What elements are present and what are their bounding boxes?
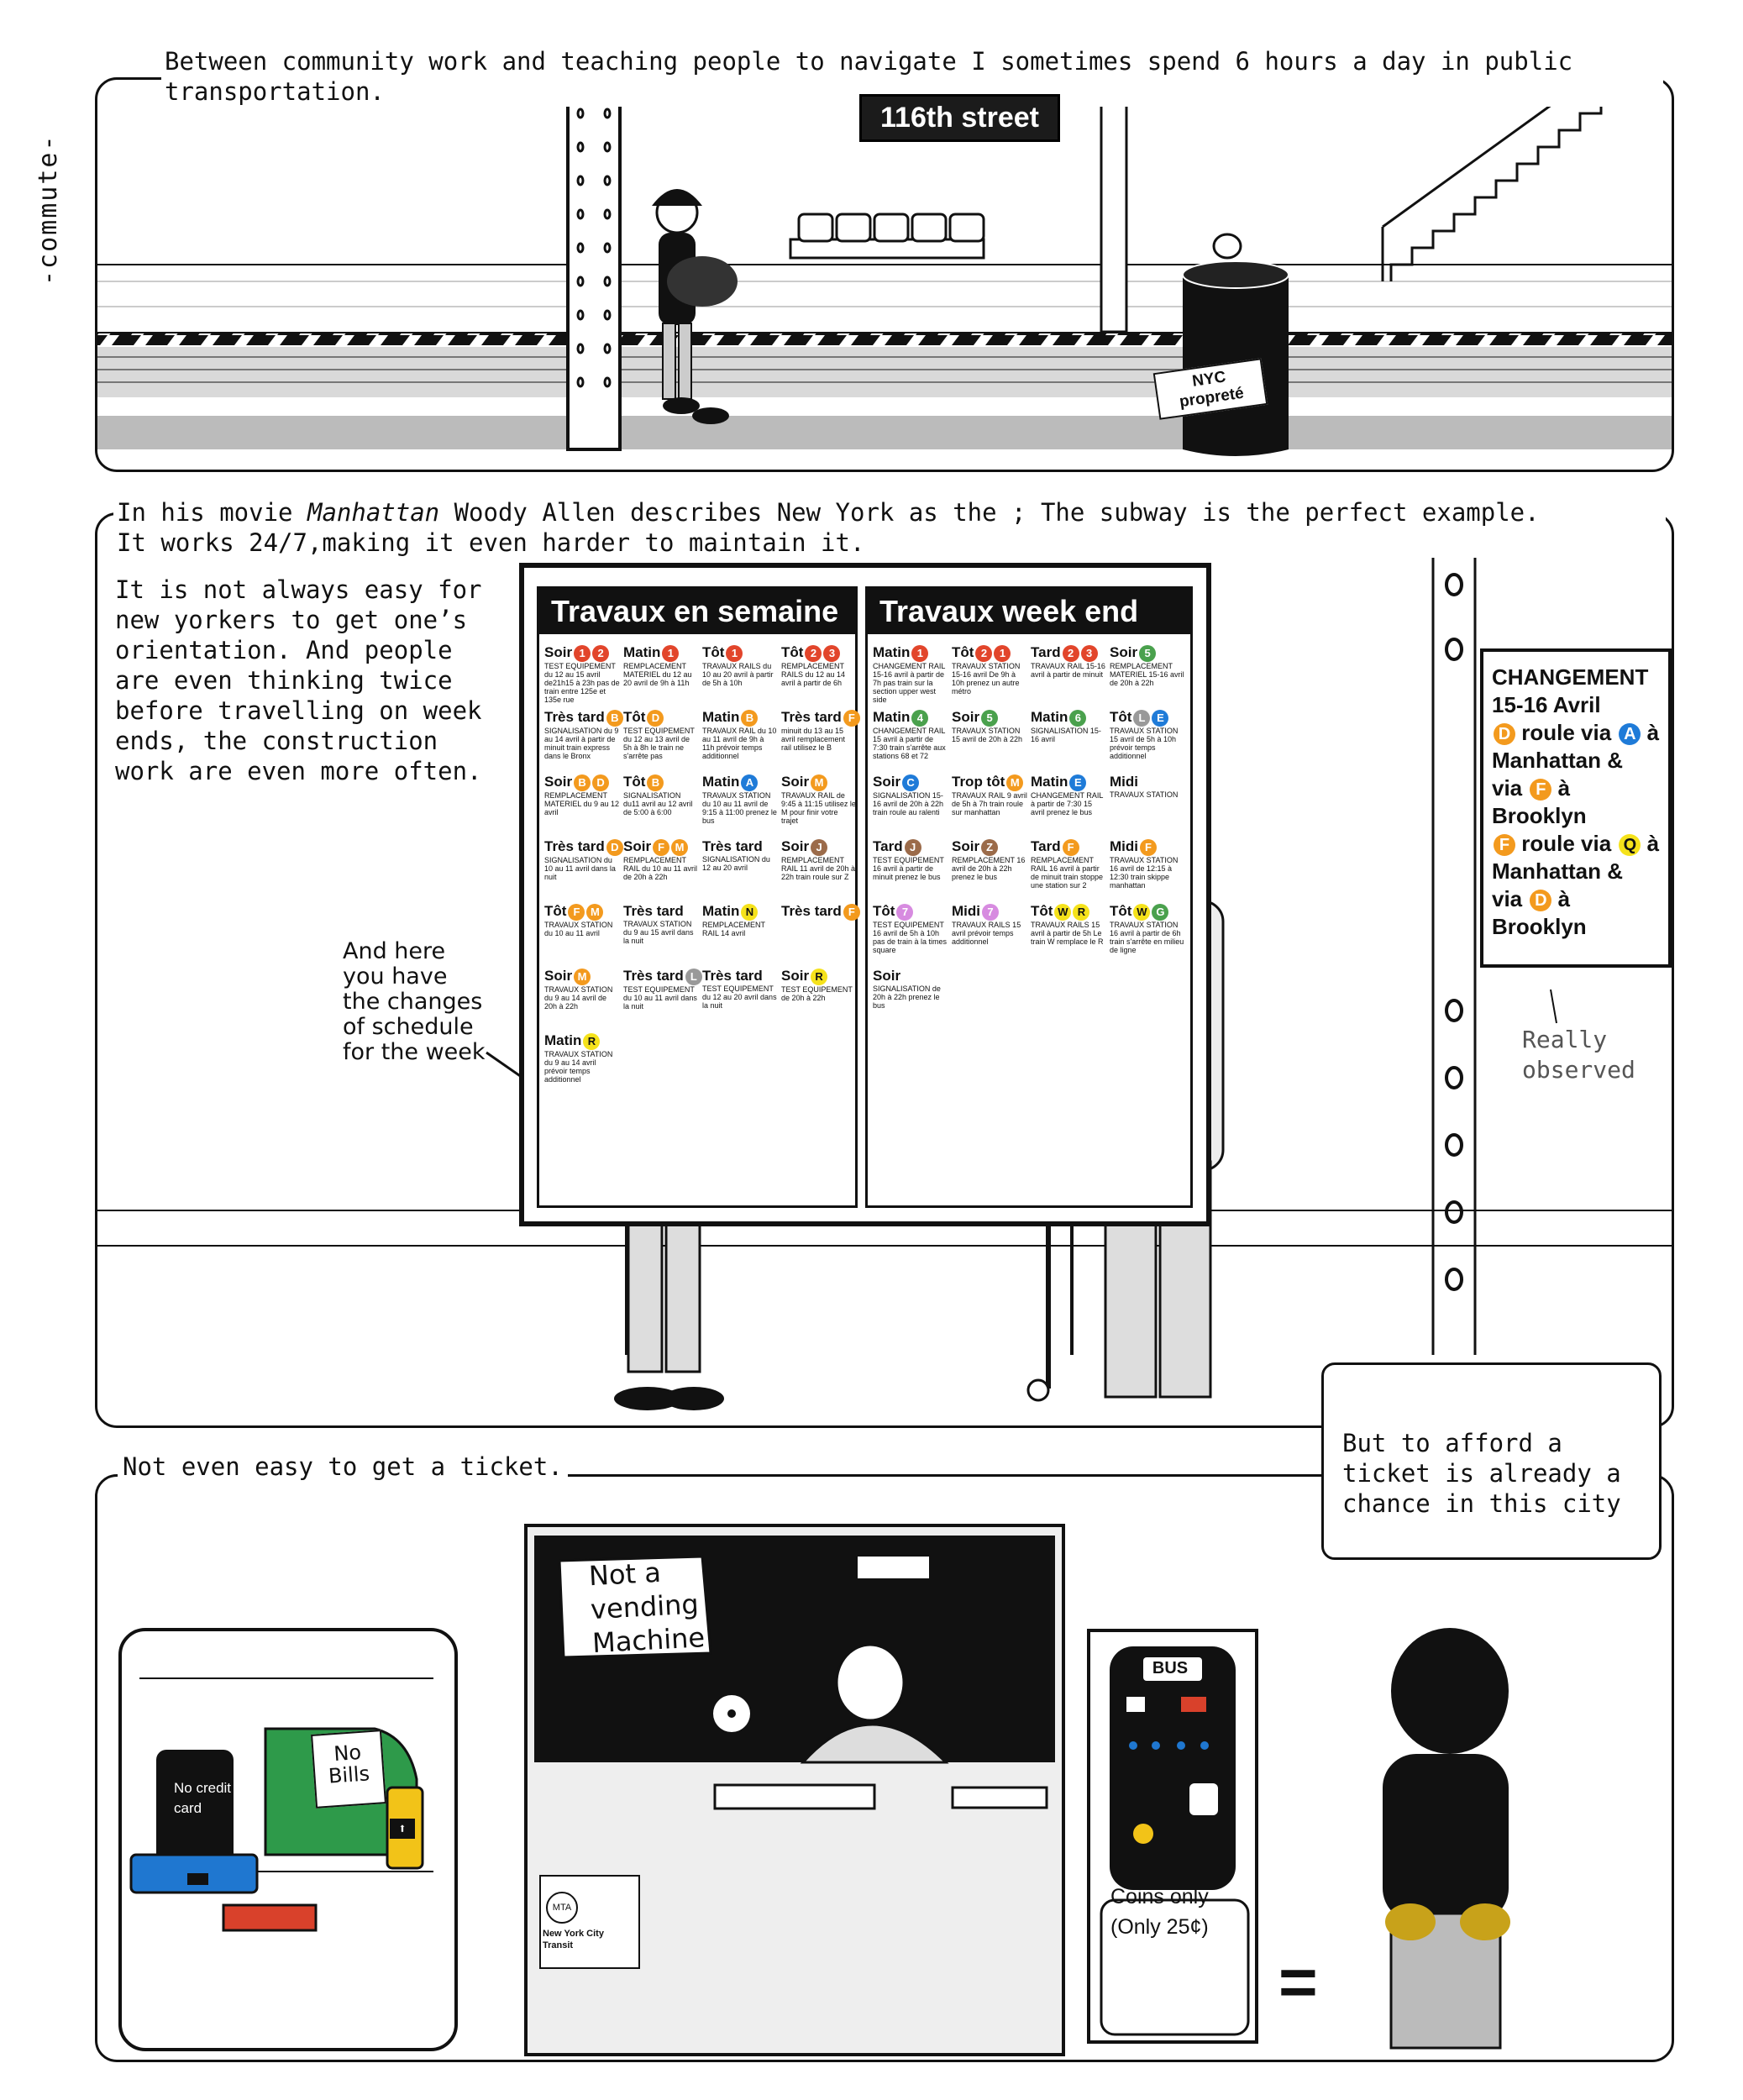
schedule-entry — [952, 709, 1027, 743]
schedule-entry — [1110, 774, 1185, 799]
line-bullet-icon: 2 — [592, 645, 609, 662]
speech-text: And here you have the changes of schedule for the week — [343, 938, 486, 1065]
line-bullet-icon: D — [606, 839, 623, 856]
schedule-entry-time: Très tard L — [623, 968, 699, 985]
line-bullet-icon: 1 — [911, 645, 928, 662]
schedule-entry — [781, 709, 857, 752]
schedule-entry-time: Tôt F M — [544, 903, 620, 921]
schedule-entry — [1031, 709, 1106, 743]
schedule-entry-time: Matin A — [702, 774, 778, 791]
caption-line2: It works 24/7,making it even harder to maintain it. — [117, 528, 865, 557]
schedule-entry-details: REMPLACEMENT MATERIEL 15-16 avril de 20h à 22h — [1110, 661, 1184, 687]
schedule-entry — [952, 903, 1027, 946]
bubble-connector — [893, 1474, 1326, 1476]
schedule-entry — [781, 968, 857, 1002]
schedule-entry — [623, 903, 699, 945]
schedule-entry-details: TRAVAUX RAILS 15 avril à partir de 5h Le train W remplace le R — [1031, 920, 1104, 946]
notice-text: via — [1492, 775, 1529, 801]
schedule-entry-details: CHANGEMENT RAIL 15-16 avril à partir de 7h pas train sur la section upper west side — [873, 661, 946, 704]
coin-slot-icon[interactable]: ⬆ — [390, 1819, 415, 1839]
notice-line — [1492, 885, 1660, 913]
schedule-entry-details: TRAVAUX STATION 15 avril de 5h à 10h prévoir temps additionnel — [1110, 726, 1179, 760]
line-bullet-icon: R — [811, 969, 827, 985]
line-bullet-icon: 7 — [896, 904, 913, 921]
schedule-entry-details: SIGNALISATION du 10 au 11 avril dans la nuit — [544, 855, 616, 881]
notice-text: à — [1641, 720, 1660, 745]
schedule-entry — [1031, 644, 1106, 679]
schedule-entry — [544, 1032, 620, 1084]
schedule-entry-details: REMPLACEMENT RAIL 14 avril — [702, 920, 765, 937]
notice-line — [1492, 913, 1660, 941]
schedule-entry — [623, 709, 699, 760]
schedule-board — [519, 563, 1211, 1226]
line-bullet-icon: F — [843, 904, 860, 921]
equals-sign: = — [1278, 1945, 1318, 2019]
schedule-entry-time: Matin 1 — [623, 644, 699, 662]
schedule-entry — [544, 968, 620, 1011]
line-bullet-icon: D — [1494, 723, 1515, 745]
board-weekday — [537, 586, 858, 1208]
schedule-entry-details: TRAVAUX RAIL du 10 au 11 avril de 9h à 11h prévoir temps additionnel — [702, 726, 777, 760]
line-bullet-icon: 5 — [981, 710, 998, 727]
line-bullet-icon: B — [574, 774, 591, 791]
line-bullet-icon: W — [1133, 904, 1150, 921]
notice-text: via — [1492, 886, 1529, 911]
schedule-entry-details: TEST EQUIPEMENT du 12 au 20 avril dans la nuit — [702, 984, 777, 1010]
line-bullet-icon: 2 — [1063, 645, 1079, 662]
line-bullet-icon: Z — [981, 839, 998, 856]
line-bullet-icon: L — [685, 969, 702, 985]
notice-text: à — [1641, 831, 1660, 856]
schedule-entry — [873, 903, 948, 954]
schedule-entry — [623, 968, 699, 1011]
schedule-entry — [781, 644, 857, 687]
schedule-entry-time: Matin N — [702, 903, 778, 921]
schedule-entry-details: TEST EQUIPEMENT du 10 au 11 avril dans la nuit — [623, 984, 697, 1011]
schedule-entry-details: TEST EQUIPEMENT 16 avril à partir de minuit prenez le bus — [873, 855, 944, 881]
notice-title: CHANGEMENT — [1492, 664, 1649, 690]
notice-text: Brooklyn — [1492, 914, 1587, 939]
schedule-entry-time: Soir — [873, 968, 901, 984]
schedule-entry-details: REMPLACEMENT RAILS du 12 au 14 avril à partir de 6h — [781, 661, 846, 687]
schedule-entry — [1110, 709, 1185, 760]
line-bullet-icon: J — [811, 839, 827, 856]
schedule-entry-time: Soir B D — [544, 774, 620, 791]
mta-transit-text: New York City Transit — [543, 1929, 604, 1950]
schedule-entry — [702, 968, 778, 1010]
schedule-entry — [781, 774, 857, 825]
schedule-entry-details: REMPLACEMENT RAIL 16 avril à partir de minuit train stoppe une station sur 2 — [1031, 855, 1104, 890]
schedule-entry-details: TEST EQUIPEMENT de 20h à 22h — [781, 984, 853, 1002]
line-bullet-icon: 1 — [662, 645, 679, 662]
line-bullet-icon: M — [574, 969, 591, 985]
card-reader-icon[interactable] — [187, 1873, 208, 1885]
line-bullet-icon: F — [653, 839, 669, 856]
schedule-entry-details: REMPLACEMENT MATERIEL du 12 au 20 avril de 9h à 11h — [623, 661, 692, 687]
schedule-entry-time: Soir Z — [952, 838, 1027, 856]
schedule-entry-time: Matin R — [544, 1032, 620, 1050]
panel3-caption: Not even easy to get a ticket. — [118, 1452, 568, 1482]
notice-text: à — [1551, 886, 1571, 911]
line-bullet-icon: 7 — [982, 904, 999, 921]
schedule-entry-details: TEST EQUIPEMENT du 12 au 15 avril de21h15 à 23h pas de train entre 125e et 135e rue — [544, 661, 620, 704]
line-bullet-icon: L — [1133, 710, 1150, 727]
board-weekend — [865, 586, 1193, 1208]
caption-intro: In his movie — [117, 498, 307, 527]
mta-logo — [546, 1892, 578, 1924]
trash-can — [1183, 234, 1289, 456]
line-bullet-icon: A — [1619, 723, 1641, 745]
schedule-entry-details: TRAVAUX STATION du 9 au 14 avril prévoir temps additionnel — [544, 1049, 613, 1084]
schedule-entry — [702, 644, 778, 687]
schedule-entry-details: TRAVAUX STATION du 10 au 11 avril — [544, 920, 613, 937]
schedule-entry-details: TRAVAUX STATION 16 avril à partir de 6h train s'arrête en milieu de ligne — [1110, 920, 1184, 954]
girl-figure — [1383, 1628, 1510, 2048]
schedule-entry — [1110, 838, 1185, 890]
line-bullet-icon: Q — [1619, 834, 1641, 856]
schedule-entry — [1110, 644, 1185, 687]
schedule-entry — [873, 968, 948, 1010]
schedule-entry-time: Soir R — [781, 968, 857, 985]
schedule-entry — [873, 838, 948, 881]
line-bullet-icon: F — [843, 710, 860, 727]
line-bullet-icon: M — [811, 774, 827, 791]
schedule-entry-details: TRAVAUX STATION 15 avril de 20h à 22h — [952, 726, 1023, 743]
schedule-entry-time: Tôt L E — [1110, 709, 1185, 727]
notice-text: roule via — [1515, 720, 1618, 745]
notice-text: Manhattan & — [1492, 748, 1623, 773]
schedule-entry-time: Matin 6 — [1031, 709, 1106, 727]
board-weekday-title: Travaux en semaine — [539, 589, 855, 634]
schedule-entry-time: Matin 1 — [873, 644, 948, 662]
line-bullet-icon: F — [1140, 839, 1157, 856]
line-bullet-icon: E — [1069, 774, 1086, 791]
changement-notice — [1480, 648, 1672, 968]
schedule-entry-details: TRAVAUX RAIL 15-16 avril à partir de minuit — [1031, 661, 1105, 679]
schedule-entry-details: CHANGEMENT RAIL à partir de 7:30 15 avril prenez le bus — [1031, 790, 1104, 816]
schedule-entry-time: Midi — [1110, 774, 1138, 790]
line-bullet-icon: D — [592, 774, 609, 791]
schedule-entry — [1031, 774, 1106, 816]
schedule-entry-time: Soir 1 2 — [544, 644, 620, 662]
line-bullet-icon: 4 — [911, 710, 928, 727]
schedule-entry — [781, 838, 857, 881]
schedule-entry — [702, 709, 778, 760]
line-bullet-icon: 3 — [823, 645, 840, 662]
schedule-entry-time: Soir M — [781, 774, 857, 791]
schedule-entry-time: Tôt 1 — [702, 644, 778, 662]
schedule-entry-time: Très tard — [702, 838, 763, 854]
line-bullet-icon: W — [1054, 904, 1071, 921]
schedule-entry-time: Soir J — [781, 838, 857, 856]
booth-sign-text: Not a vending Machine — [588, 1556, 706, 1660]
caption-movie: Manhattan — [307, 498, 440, 527]
schedule-entry-details: SIGNALISATION 15-16 avril de 20h à 22h train roule au ralenti — [873, 790, 944, 816]
schedule-entry — [873, 709, 948, 760]
line-bullet-icon: 1 — [994, 645, 1011, 662]
schedule-entry — [544, 774, 620, 816]
schedule-entry-details: TRAVAUX RAIL de 9:45 à 11:15 utilisez le M pour finir votre trajet — [781, 790, 856, 825]
schedule-entry — [702, 903, 778, 937]
mta-logo-text: MTA — [552, 1903, 572, 1913]
line-bullet-icon: F — [1530, 779, 1551, 801]
notice-line — [1492, 830, 1660, 858]
schedule-entry-details: REMPLACEMENT 16 avril de 20h à 22h prenez le bus — [952, 855, 1026, 881]
station-sign: 116th street — [859, 94, 1060, 142]
schedule-entry-details: CHANGEMENT RAIL 15 avril à partir de 7:30 train s'arrête aux stations 68 et 72 — [873, 726, 946, 760]
schedule-entry-time: Soir F M — [623, 838, 699, 856]
schedule-entry-time: Très tard D — [544, 838, 620, 856]
schedule-entry-time: Trop tôt M — [952, 774, 1027, 791]
notice-body — [1492, 719, 1660, 941]
line-bullet-icon: D — [1530, 890, 1551, 911]
line-bullet-icon: D — [647, 710, 664, 727]
schedule-entry — [702, 838, 778, 872]
schedule-entry-details: REMPLACEMENT RAIL 11 avril de 20h à 22h train roule sur Z — [781, 855, 856, 881]
schedule-entry-details: TEST EQUIPEMENT 16 avril de 5h à 10h pas de train à la times square — [873, 920, 948, 954]
line-bullet-icon: E — [1152, 710, 1168, 727]
no-bills-text: No Bills — [328, 1740, 370, 1788]
line-bullet-icon: B — [647, 774, 664, 791]
schedule-entry-time: Tôt 2 1 — [952, 644, 1027, 662]
ticket-bubble — [1321, 1362, 1662, 1560]
schedule-entry-details: SIGNALISATION 15-16 avril — [1031, 726, 1101, 743]
schedule-entry — [873, 774, 948, 816]
side-label: -commute- — [34, 134, 63, 286]
schedule-entry-time: Soir 5 — [1110, 644, 1185, 662]
line-bullet-icon: M — [586, 904, 603, 921]
panel1-caption: Between community work and teaching people to navigate I sometimes spend 6 hours a day in public transportation. — [161, 46, 1663, 107]
line-bullet-icon: 3 — [1081, 645, 1098, 662]
schedule-entry — [1110, 903, 1185, 954]
line-bullet-icon: C — [902, 774, 919, 791]
schedule-entry-details: SIGNALISATION du 9 au 14 avril à partir de minuit train express dans le Bronx — [544, 726, 619, 760]
schedule-entry-time: Tôt W G — [1110, 903, 1185, 921]
notice-text: à — [1551, 775, 1571, 801]
schedule-entry-time: Tard J — [873, 838, 948, 856]
schedule-entry-time: Tôt 7 — [873, 903, 948, 921]
schedule-entry-details: TRAVAUX STATION du 10 au 11 avril de 9:15 à 11:00 prenez le bus — [702, 790, 777, 825]
orientation-text: It is not always easy for new yorkers to get one’s orientation. And people are even thinking twice before travelling on week ends, the construction work are even more often. — [115, 575, 482, 785]
schedule-entry-details: TEST EQUIPEMENT du 12 au 13 avril de 5h à 8h le train ne s'arrête pas — [623, 726, 695, 760]
schedule-entry-time: Très tard F — [781, 903, 857, 921]
schedule-entry-details: SIGNALISATION du 12 au 20 avril — [702, 855, 770, 872]
line-bullet-icon: G — [1152, 904, 1168, 921]
line-bullet-icon: N — [741, 904, 758, 921]
schedule-entry — [702, 774, 778, 825]
line-bullet-icon: 2 — [805, 645, 822, 662]
schedule-entry-details: REMPLACEMENT MATERIEL du 9 au 12 avril — [544, 790, 620, 816]
schedule-entry — [544, 838, 620, 881]
schedule-entry — [623, 774, 699, 816]
notice-line — [1492, 774, 1660, 802]
schedule-entry-details: TRAVAUX STATION 15-16 avril De 9h à 10h prenez un autre métro — [952, 661, 1021, 696]
observation-note: Really observed — [1522, 1026, 1635, 1084]
board-weekend-title: Travaux week end — [868, 589, 1190, 634]
notice-text: Manhattan & — [1492, 858, 1623, 884]
notice-line — [1492, 858, 1660, 885]
schedule-entry-details: TRAVAUX RAILS 15 avril prévoir temps additionnel — [952, 920, 1021, 946]
machine-screen-text: No credit card — [174, 1780, 232, 1816]
schedule-entry-time: Tard F — [1031, 838, 1106, 856]
ticket-bubble-text: But to afford a ticket is already a chance in this city — [1342, 1429, 1621, 1518]
schedule-entry-details: TRAVAUX STATION — [1110, 790, 1179, 799]
line-bullet-icon: R — [1073, 904, 1089, 921]
schedule-entry-time: Soir 5 — [952, 709, 1027, 727]
notice-line — [1492, 747, 1660, 774]
schedule-entry-time: Soir M — [544, 968, 620, 985]
trash-can-label: NYC propreté — [1153, 358, 1268, 420]
line-bullet-icon: B — [741, 710, 758, 727]
schedule-entry — [952, 644, 1027, 696]
schedule-entry-details: REMPLACEMENT RAIL du 10 au 11 avril de 20h à 22h — [623, 855, 698, 881]
schedule-entry-time: Matin B — [702, 709, 778, 727]
schedule-entry-time: Très tard F — [781, 709, 857, 727]
schedule-entry-time: Tôt W R — [1031, 903, 1106, 921]
schedule-entry-time: Tôt B — [623, 774, 699, 791]
line-bullet-icon: R — [583, 1033, 600, 1050]
schedule-entry — [544, 709, 620, 760]
schedule-entry-time: Tôt 2 3 — [781, 644, 857, 662]
schedule-entry-time: Midi 7 — [952, 903, 1027, 921]
panel2-caption — [113, 497, 1666, 558]
notice-date: 15-16 Avril — [1492, 692, 1601, 717]
caption-rest: Woody Allen describes New York as the ; The subway is the perfect example. — [439, 498, 1540, 527]
schedule-entry-details: SIGNALISATION de 20h à 22h prenez le bus — [873, 984, 941, 1010]
schedule-entry — [1031, 903, 1106, 946]
schedule-entry — [623, 644, 699, 687]
notice-text: Brooklyn — [1492, 803, 1587, 828]
schedule-entry-time: Tôt D — [623, 709, 699, 727]
schedule-entry-time: Très tard — [623, 903, 684, 919]
schedule-entry-details: minuit du 13 au 15 avril remplacement rail utilisez le B — [781, 726, 846, 752]
line-bullet-icon: 5 — [1139, 645, 1156, 662]
schedule-entry — [544, 903, 620, 937]
schedule-entry-details: TRAVAUX RAILS du 10 au 20 avril à partir de 5h à 10h — [702, 661, 774, 687]
schedule-entry-details: TRAVAUX STATION 16 avril de 12:15 à 12:30 train skippe manhattan — [1110, 855, 1179, 890]
schedule-entry-details: TRAVAUX STATION du 9 au 15 avril dans la nuit — [623, 920, 694, 945]
schedule-entry-details: SIGNALISATION du11 avril au 12 avril de 5:00 à 6:00 — [623, 790, 693, 816]
schedule-entry — [952, 838, 1027, 881]
line-bullet-icon: 6 — [1069, 710, 1086, 727]
schedule-entry — [1031, 838, 1106, 890]
schedule-entry-time: Très tard B — [544, 709, 620, 727]
line-bullet-icon: J — [905, 839, 921, 856]
line-bullet-icon: 1 — [726, 645, 743, 662]
notice-line — [1492, 719, 1660, 747]
schedule-entry-time: Midi F — [1110, 838, 1185, 856]
line-bullet-icon: A — [741, 774, 758, 791]
schedule-entry-details: TRAVAUX STATION du 9 au 14 avril de 20h à 22h — [544, 984, 613, 1011]
schedule-entry-time: Très tard — [702, 968, 763, 984]
no-bills-sign — [311, 1730, 386, 1809]
line-bullet-icon: F — [1494, 834, 1515, 856]
coins-only-label: Coins only (Only 25¢) — [1110, 1885, 1209, 1939]
line-bullet-icon: 2 — [975, 645, 992, 662]
schedule-entry-time: Matin E — [1031, 774, 1106, 791]
schedule-entry — [781, 903, 857, 921]
schedule-entry-time: Soir C — [873, 774, 948, 791]
line-bullet-icon: M — [1006, 774, 1023, 791]
schedule-entry — [873, 644, 948, 704]
line-bullet-icon: 1 — [574, 645, 591, 662]
notice-text: roule via — [1515, 831, 1618, 856]
line-bullet-icon: M — [671, 839, 688, 856]
line-bullet-icon: B — [606, 710, 623, 727]
line-bullet-icon: F — [568, 904, 585, 921]
schedule-entry-time: Matin 4 — [873, 709, 948, 727]
schedule-entry — [623, 838, 699, 881]
bus-label: BUS — [1152, 1659, 1189, 1677]
notice-line — [1492, 802, 1660, 830]
schedule-entry — [544, 644, 620, 704]
schedule-entry-time: Tard 2 3 — [1031, 644, 1106, 662]
schedule-entry — [952, 774, 1027, 816]
line-bullet-icon: F — [1063, 839, 1079, 856]
schedule-entry-details: TRAVAUX RAIL 9 avril de 5h à 7h train roule sur manhattan — [952, 790, 1027, 816]
